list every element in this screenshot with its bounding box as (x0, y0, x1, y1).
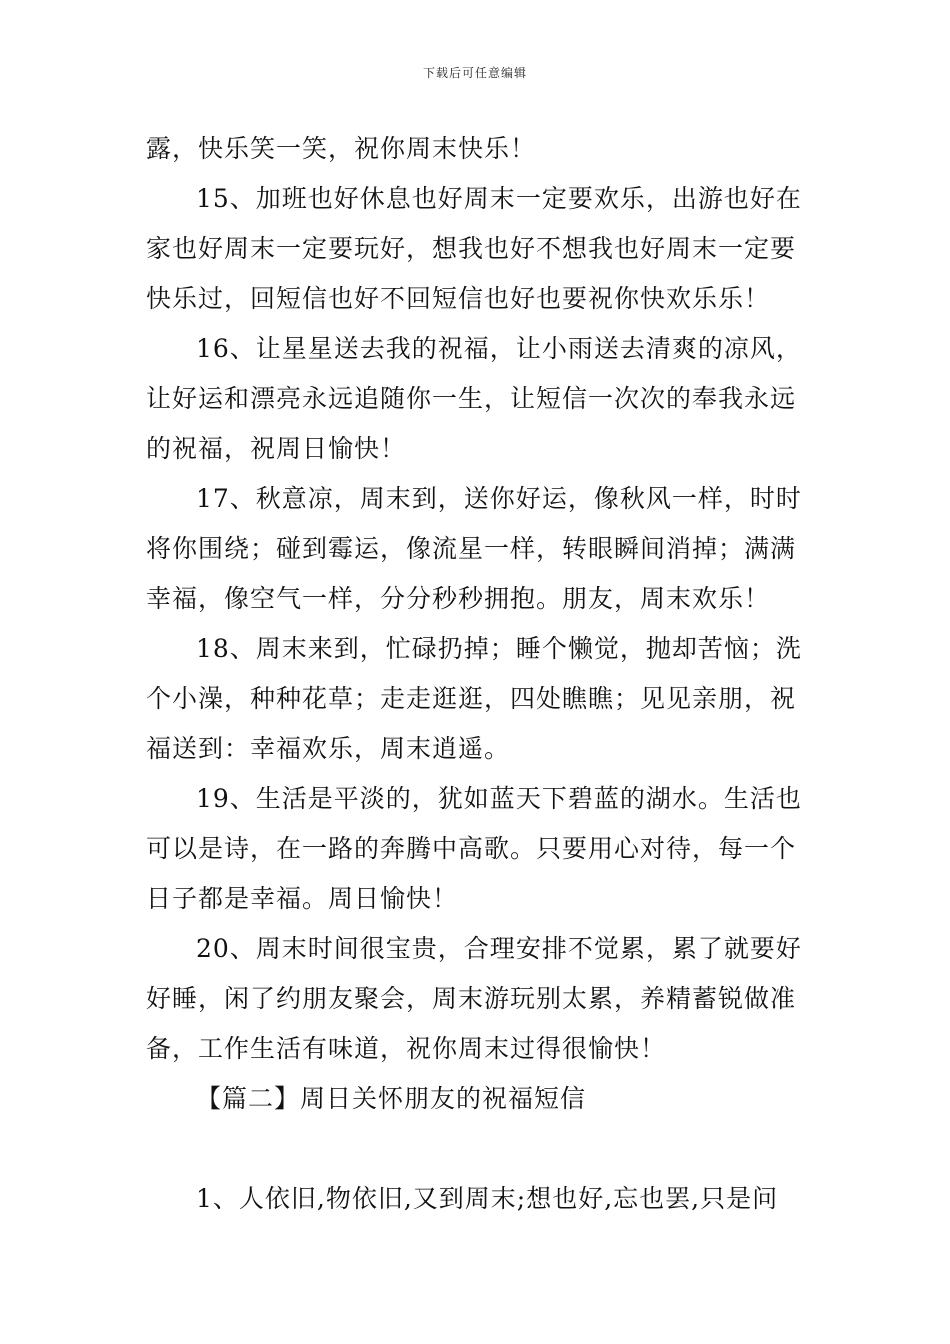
text-line: 1、人依旧,物依旧,又到周末;想也好,忘也罢,只是问 (196, 1184, 779, 1213)
page-header: 下载后可任意编辑 (422, 66, 527, 80)
text-line: 幸福，像空气一样，分分秒秒拥抱。朋友，周末欢乐！ (146, 584, 771, 613)
text-line: 19、生活是平淡的，犹如蓝天下碧蓝的湖水。生活也 (196, 784, 802, 813)
text-line: 快乐过，回短信也好不回短信也好也要祝你快欢乐乐！ (146, 284, 771, 313)
text-line: 让好运和漂亮永远追随你一生，让短信一次次的奉我永远 (146, 384, 797, 413)
text-line: 福送到：幸福欢乐，周末逍遥。 (146, 734, 511, 763)
text-line: 的祝福，祝周日愉快！ (146, 434, 407, 463)
text-line: 个小澡，种种花草；走走逛逛，四处瞧瞧；见见亲朋，祝 (146, 684, 797, 713)
text-line: 17、秋意凉，周末到，送你好运，像秋风一样，时时 (196, 484, 802, 513)
text-line: 好睡，闲了约朋友聚会，周末游玩别太累，养精蓄锐做准 (146, 984, 797, 1013)
text-line: 日子都是幸福。周日愉快！ (146, 884, 459, 913)
text-line: 16、让星星送去我的祝福，让小雨送去清爽的凉风， (196, 334, 802, 363)
text-line: 家也好周末一定要玩好，想我也好不想我也好周末一定要 (146, 234, 797, 263)
section-heading: 【篇二】周日关怀朋友的祝福短信 (196, 1084, 587, 1113)
text-line: 可以是诗，在一路的奔腾中高歌。只要用心对待，每一个 (146, 834, 797, 863)
text-line: 20、周末时间很宝贵，合理安排不觉累，累了就要好 (196, 934, 802, 963)
text-line: 将你围绕；碰到霉运，像流星一样，转眼瞬间消掉；满满 (146, 534, 797, 563)
text-line: 露，快乐笑一笑，祝你周末快乐！ (146, 134, 537, 163)
text-line: 15、加班也好休息也好周末一定要欢乐，出游也好在 (196, 184, 802, 213)
text-line: 18、周末来到，忙碌扔掉；睡个懒觉，抛却苦恼；洗 (196, 634, 802, 663)
text-line: 备，工作生活有味道，祝你周末过得很愉快！ (146, 1034, 667, 1063)
